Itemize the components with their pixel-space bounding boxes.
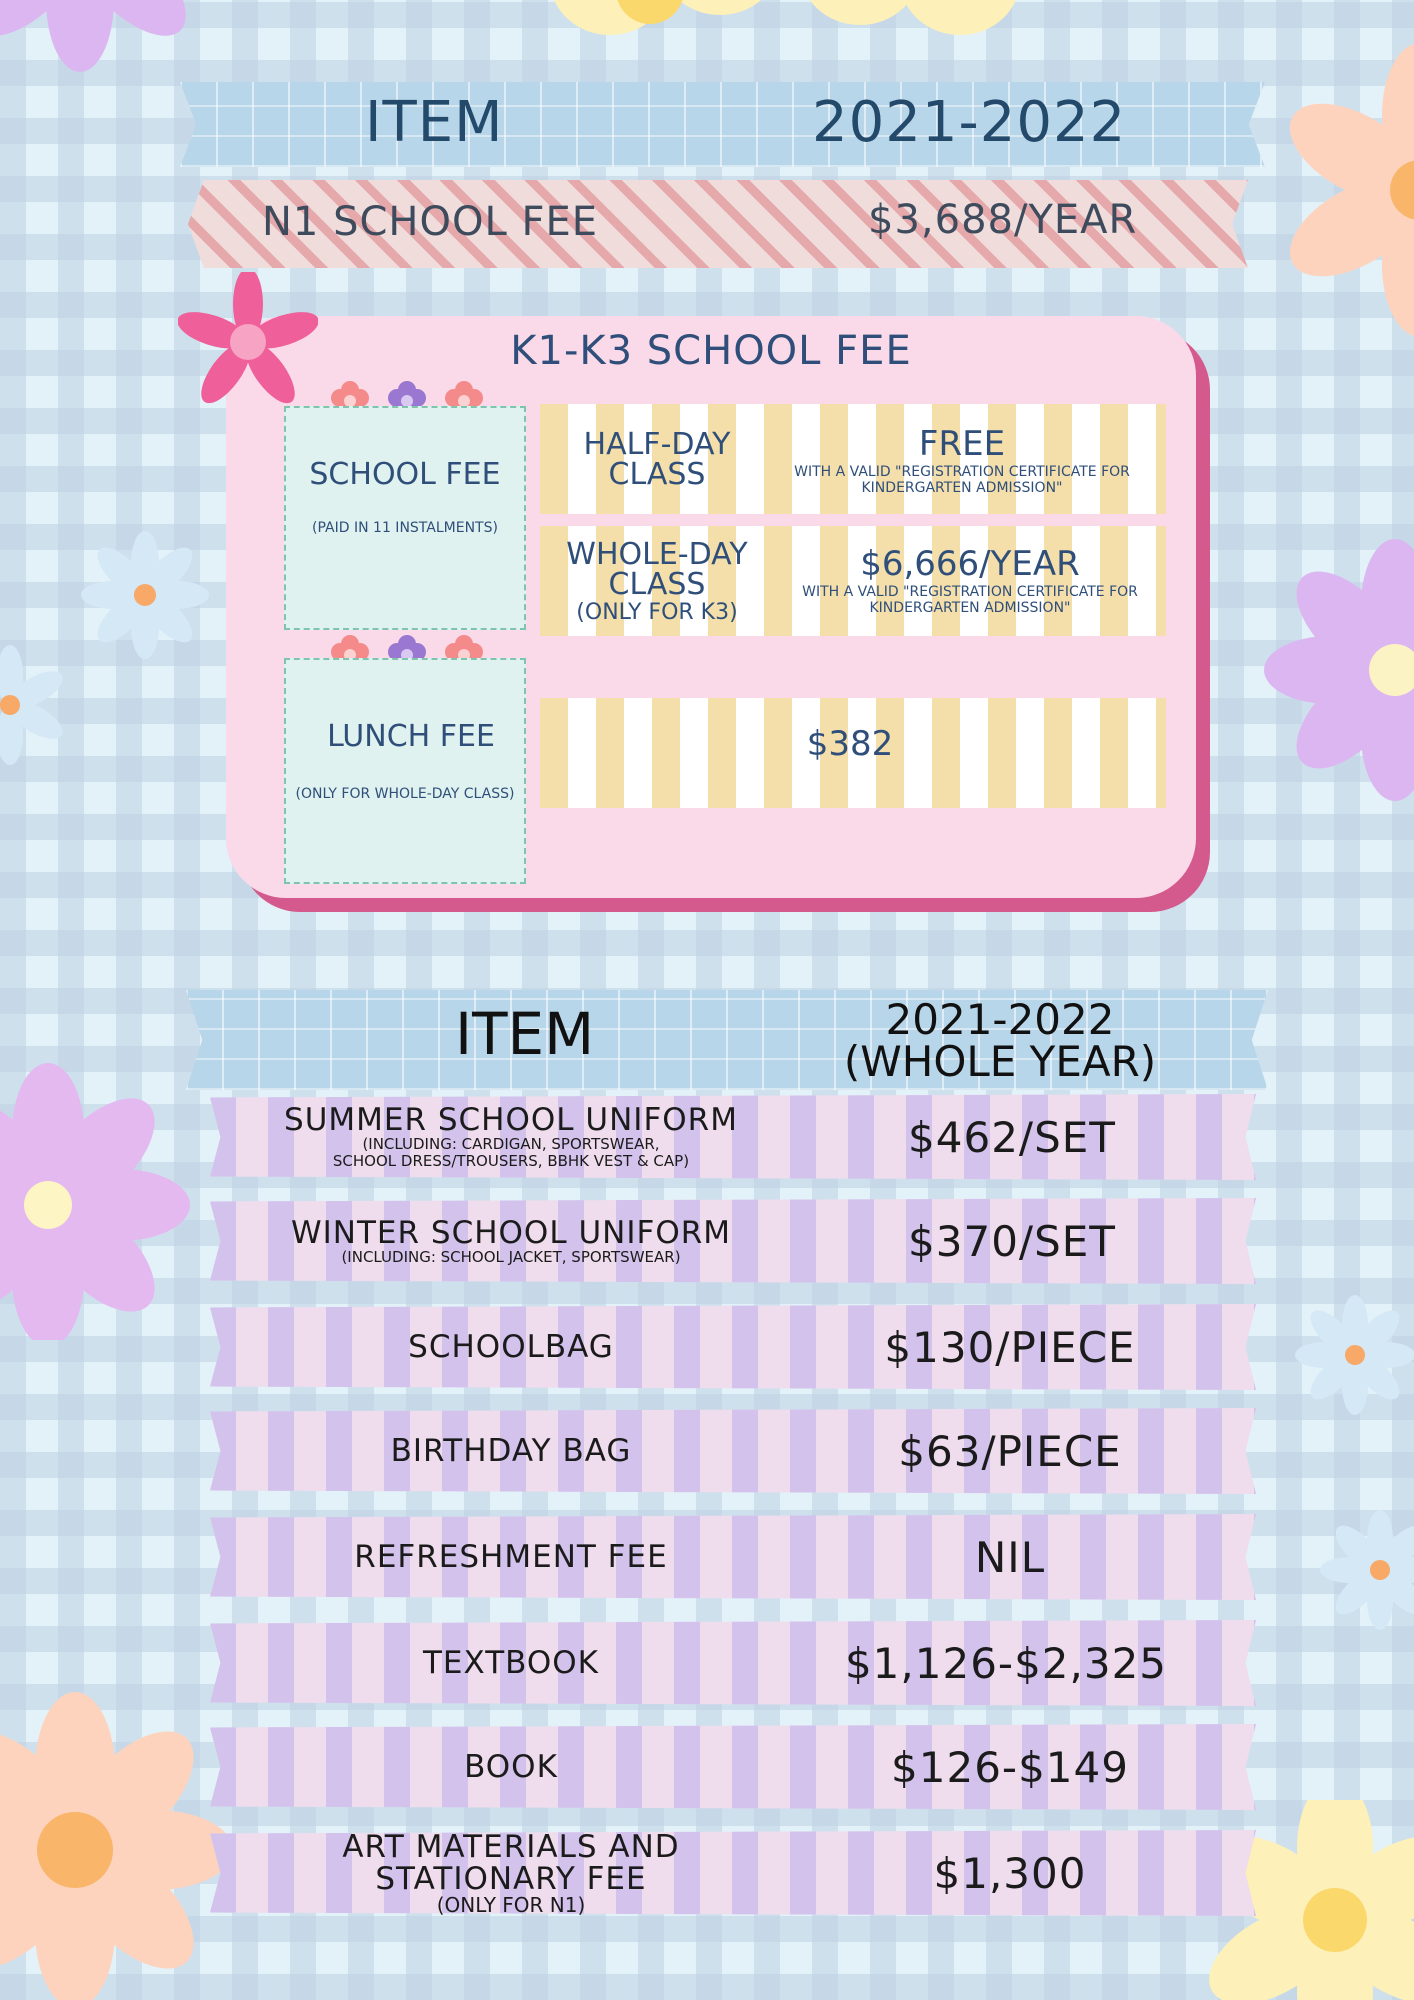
- whole-day-label: [544, 532, 770, 632]
- row-item-label: SCHOOLBAG: [408, 1329, 614, 1365]
- row-price: [810, 1514, 1210, 1600]
- row-price: [810, 1830, 1210, 1916]
- bottom-header-year-line2: (WHOLE YEAR): [843, 1037, 1157, 1086]
- row-item-note: (INCLUDING: SCHOOL JACKET, SPORTSWEAR): [341, 1247, 681, 1266]
- row-price: [810, 1304, 1210, 1390]
- row-item-note: SCHOOL DRESS/TROUSERS, BBHK VEST & CAP): [332, 1152, 690, 1170]
- row-item-label: SUMMER SCHOOL UNIFORM: [284, 1102, 738, 1138]
- whole-day-label-line2: CLASS: [608, 566, 706, 602]
- peach-flower-icon: [0, 1680, 230, 2000]
- row-price-value: $1,300: [933, 1848, 1087, 1898]
- row-item-label: BOOK: [464, 1749, 558, 1785]
- row-item-book: [230, 1724, 792, 1810]
- row-price: [806, 1620, 1206, 1706]
- whole-day-price-value: $6,666/YEAR: [860, 544, 1080, 584]
- row-item-art-materials: [230, 1830, 792, 1916]
- peach-flower-icon: [1290, 40, 1414, 340]
- row-item-schoolbag: [230, 1304, 792, 1390]
- lunch-fee-label: LUNCH FEE: [327, 719, 495, 754]
- row-item-refreshment-fee: [230, 1514, 792, 1600]
- whole-day-price: [770, 540, 1170, 620]
- yellow-flower-icon: [520, 0, 1040, 90]
- whole-day-note-line1: WITH A VALID "REGISTRATION CERTIFICATE FOR: [802, 584, 1138, 600]
- school-fee-note: (PAID IN 11 INSTALMENTS): [312, 520, 498, 536]
- n1-fee-label: N1 SCHOOL FEE: [262, 199, 599, 245]
- purple-flower-icon: [0, 1040, 220, 1340]
- row-price-value: $126-$149: [891, 1742, 1129, 1792]
- row-item-label: REFRESHMENT FEE: [354, 1539, 668, 1575]
- half-day-label-line2: CLASS: [608, 457, 706, 492]
- row-item-summer-uniform: [230, 1094, 792, 1180]
- row-item-birthday-bag: [230, 1408, 792, 1494]
- row-item-winter-uniform: [230, 1198, 792, 1284]
- n1-fee-price: $3,688/YEAR: [868, 197, 1138, 243]
- lunch-fee-note: (ONLY FOR WHOLE-DAY CLASS): [295, 786, 515, 802]
- row-price: [812, 1198, 1212, 1284]
- bottom-header-year-line1: 2021-2022: [885, 995, 1115, 1044]
- half-day-price-value: FREE: [918, 424, 1006, 464]
- blue-flower-icon: [1290, 1290, 1414, 1420]
- row-item-label: WINTER SCHOOL UNIFORM: [291, 1214, 731, 1251]
- school-fee-box: [284, 406, 526, 630]
- half-day-note-line2: KINDERGARTEN ADMISSION": [861, 480, 1063, 496]
- top-header-item: ITEM: [365, 90, 504, 155]
- row-price-value: $462/SET: [908, 1112, 1116, 1162]
- bottom-header-item: ITEM: [455, 1000, 595, 1068]
- row-item-note: (ONLY FOR N1): [436, 1893, 586, 1917]
- lunch-fee-box: [284, 658, 526, 884]
- half-day-price: [762, 420, 1162, 500]
- row-item-textbook: [230, 1620, 792, 1706]
- blue-flower-icon: [80, 520, 210, 670]
- lunch-fee-price: $382: [806, 724, 894, 764]
- whole-day-label-line3: (ONLY FOR K3): [576, 599, 738, 625]
- row-item-label-line2: STATIONARY FEE: [375, 1861, 647, 1897]
- row-price-value: $63/PIECE: [898, 1426, 1122, 1476]
- row-price: [810, 1408, 1210, 1494]
- row-price-value: NIL: [974, 1532, 1046, 1582]
- row-item-label: TEXTBOOK: [422, 1645, 599, 1681]
- half-day-label-line1: HALF-DAY: [583, 427, 731, 462]
- purple-flower-icon: [1240, 530, 1414, 810]
- row-item-label: ART MATERIALS AND: [342, 1829, 680, 1865]
- whole-day-note-line2: KINDERGARTEN ADMISSION": [869, 600, 1071, 616]
- whole-day-label-line1: WHOLE-DAY: [566, 536, 748, 572]
- row-price: [812, 1094, 1212, 1180]
- half-day-note-line1: WITH A VALID "REGISTRATION CERTIFICATE FOR: [794, 464, 1130, 480]
- k-card-title: K1-K3 SCHOOL FEE: [510, 328, 912, 374]
- school-fee-label: SCHOOL FEE: [309, 457, 501, 492]
- blue-flower-icon: [0, 640, 80, 770]
- half-day-label: [548, 425, 766, 495]
- blue-flower-icon: [1310, 1500, 1414, 1640]
- row-price-value: $1,126-$2,325: [844, 1638, 1168, 1688]
- bottom-header-year: [800, 996, 1200, 1086]
- row-price: [810, 1724, 1210, 1810]
- top-header-year: 2021-2022: [812, 90, 1127, 155]
- row-price-value: $370/SET: [908, 1216, 1116, 1266]
- row-price-value: $130/PIECE: [884, 1322, 1136, 1372]
- row-item-note: (INCLUDING: CARDIGAN, SPORTSWEAR,: [362, 1135, 660, 1153]
- row-item-label: BIRTHDAY BAG: [390, 1433, 632, 1469]
